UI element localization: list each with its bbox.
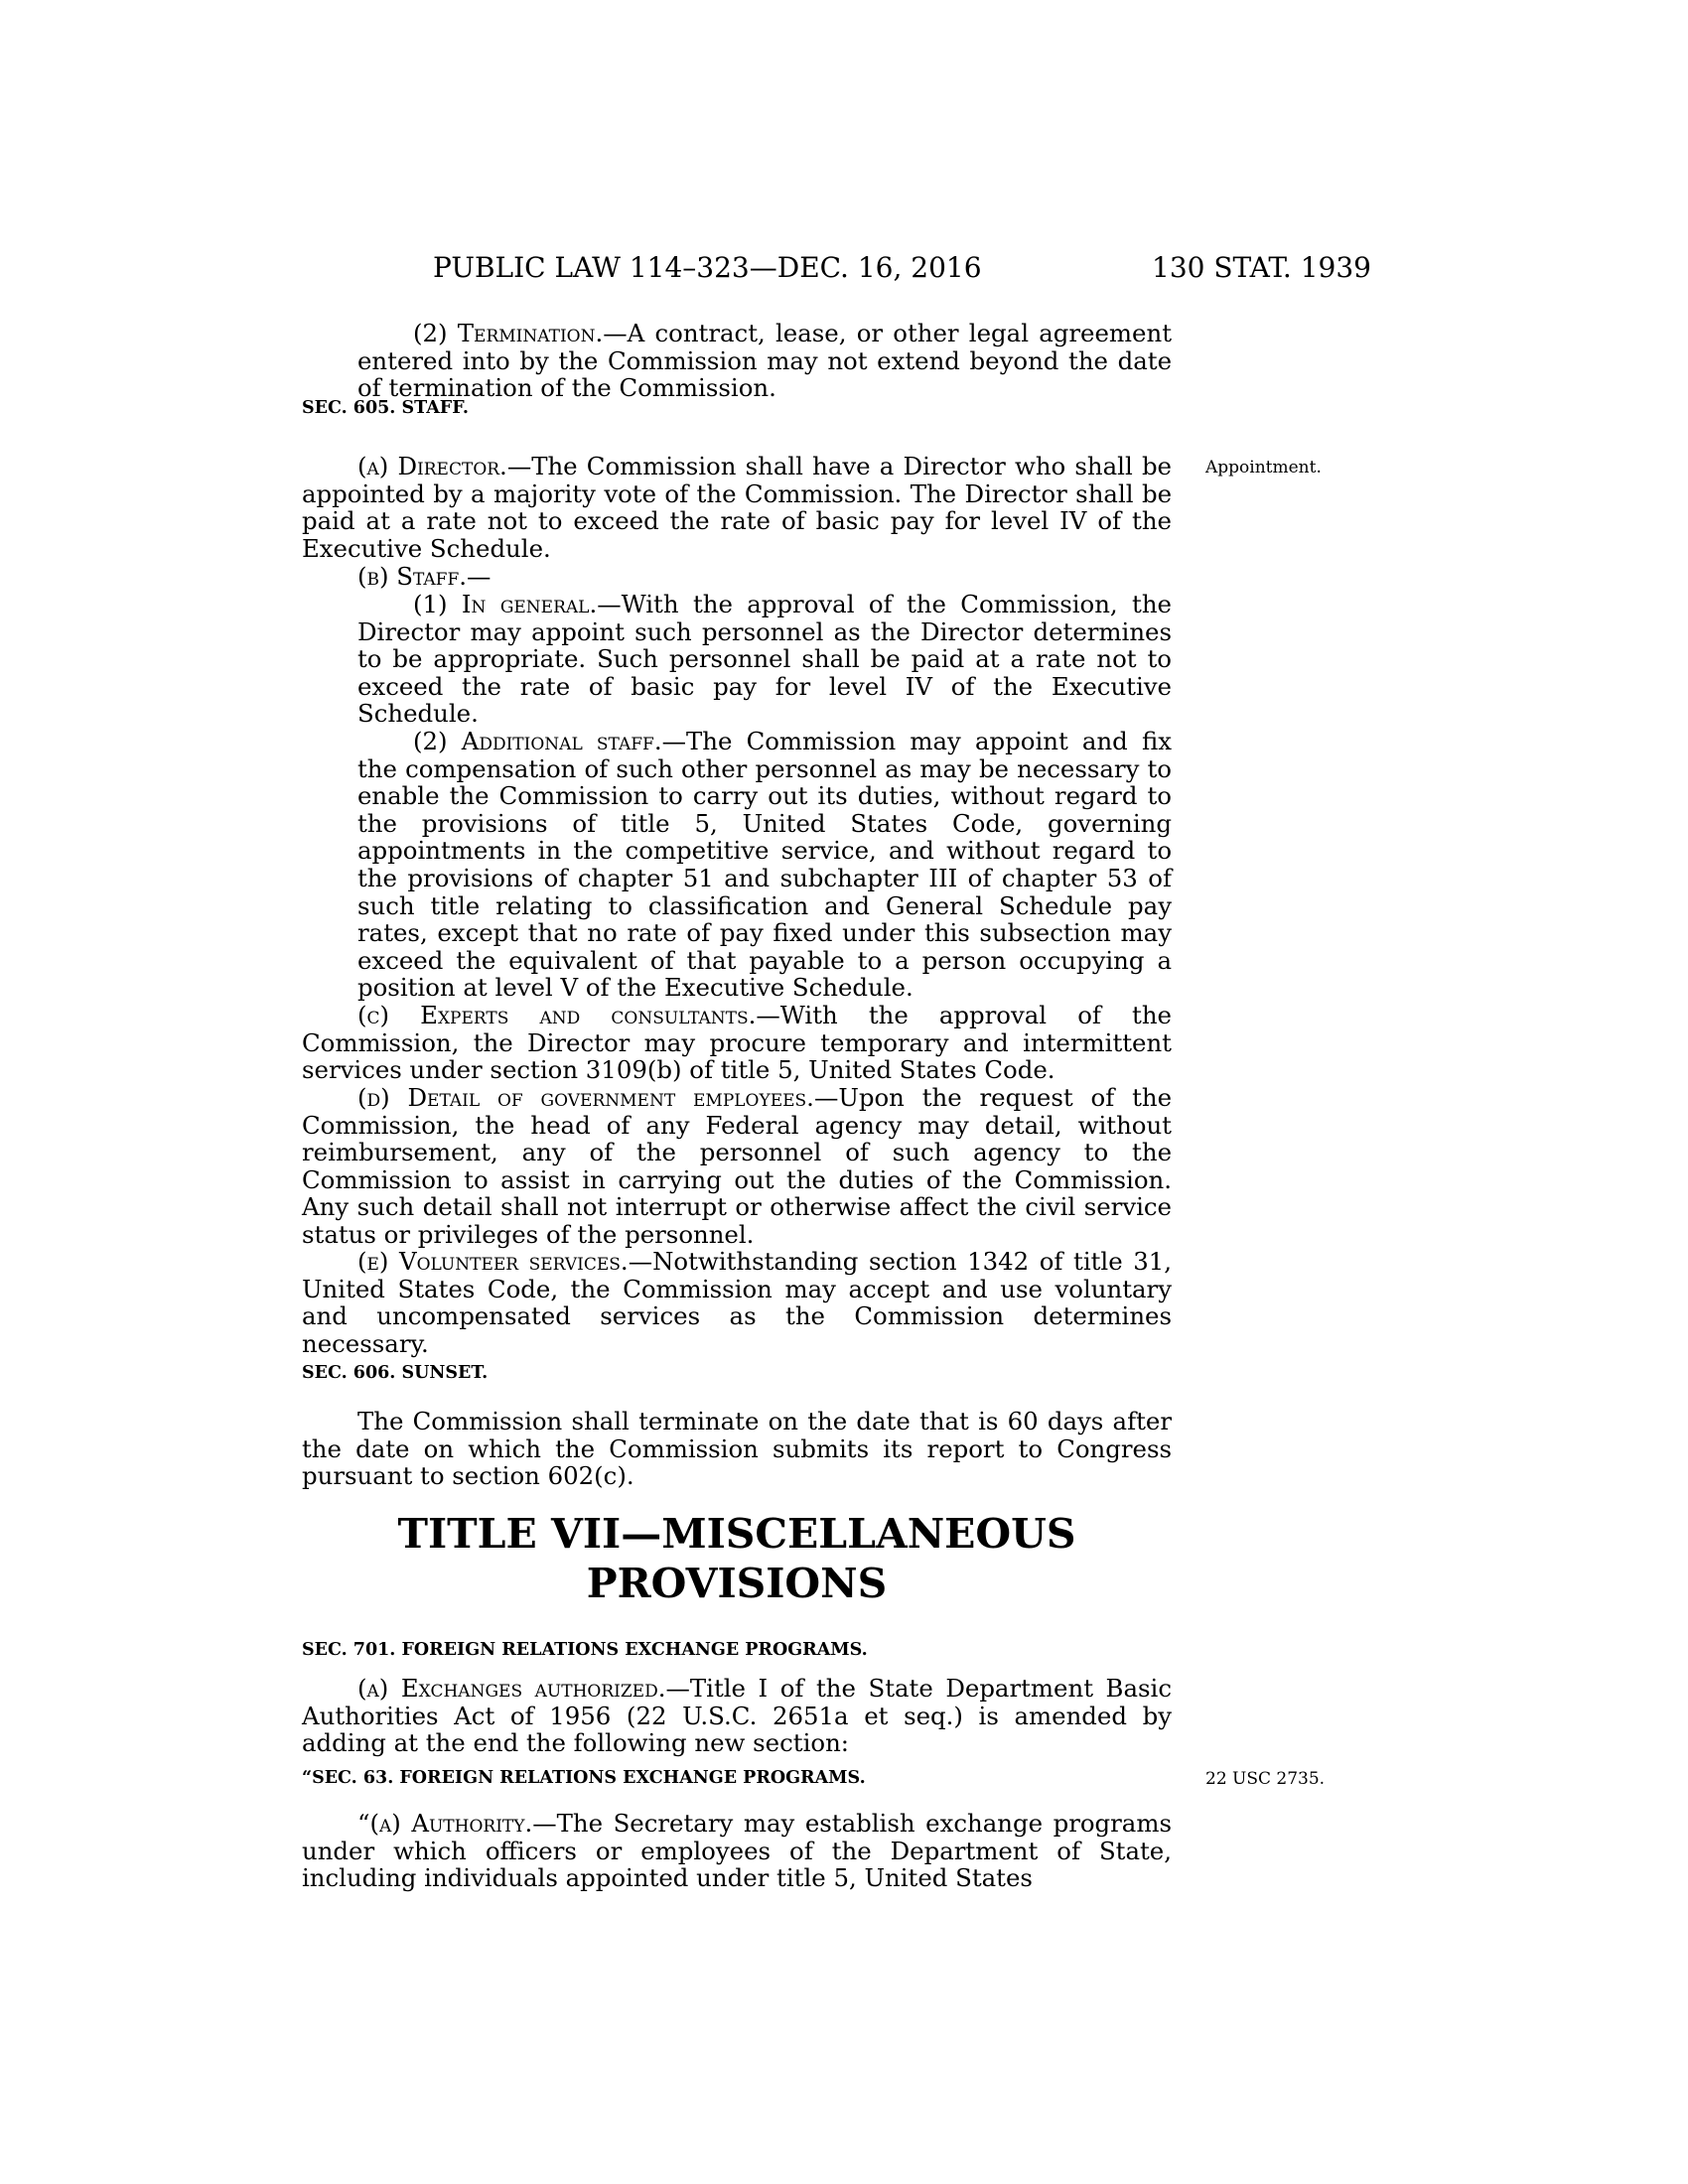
paragraph-termination <box>357 320 1172 402</box>
605-a-text: —The Commission shall have a Director who shall be appointed by a majority vote of the Commission. The Director shall be paid at a rate not to exceed the rate of basic pay for level IV of the Executive Schedule. <box>302 452 1172 563</box>
605-e-label: (e) Volunteer services. <box>357 1247 629 1276</box>
section-606-heading: SEC. 606. SUNSET. <box>302 1363 489 1383</box>
701-a-label: (a) Exchanges authorized. <box>357 1674 666 1703</box>
paragraph-605-a <box>302 453 1172 562</box>
605-b1-label: (1) In general. <box>413 590 598 618</box>
605-b-label: (b) Staff. <box>357 562 468 591</box>
701-a-text: —Title I of the State Department Basic Authorities Act of 1956 (22 U.S.C. 2651a et seq.) is amended by adding at the end the following new section: <box>302 1674 1173 1758</box>
running-header-right: 130 STAT. 1939 <box>1152 251 1371 284</box>
605-b-text: — <box>467 562 492 591</box>
605-e-text: —Notwithstanding section 1342 of title 31, United States Code, the Commission may accept and use voluntary and uncompensated services as the Commission determines necessary. <box>302 1247 1173 1358</box>
63-a-text: —The Secretary may establish exchange programs under which officers or employees of the Department of State, including individuals appointed under title 5, United States <box>302 1809 1172 1893</box>
605-d-label: (d) Detail of government employees. <box>357 1083 814 1112</box>
running-header-left: PUBLIC LAW 114–323—DEC. 16, 2016 <box>433 251 982 284</box>
63-a-label: “(a) Authority. <box>357 1809 533 1838</box>
paragraph-605-b2 <box>357 728 1172 1002</box>
section-63-heading: “SEC. 63. FOREIGN RELATIONS EXCHANGE PROGRAMS. <box>302 1768 866 1788</box>
termination-label: (2) Termination. <box>413 319 604 347</box>
title-vii-line-2: PROVISIONS <box>586 1560 888 1607</box>
605-b2-label: (2) Additional staff. <box>413 727 662 755</box>
margin-note-appointment: Appointment. <box>1205 458 1322 478</box>
termination-text: —A contract, lease, or other legal agreement entered into by the Commission may not extend beyond the date of termination of the Commission. <box>357 319 1172 403</box>
605-a-label: (a) Director. <box>357 452 507 480</box>
title-vii-line-1: TITLE VII—MISCELLANEOUS <box>397 1510 1076 1558</box>
605-d-text: —Upon the request of the Commission, the head of any Federal agency may detail, without reimbursement, any of the personnel of such agency to the Commission to assist in carrying out the duties of the Commission. Any such detail shall not interrupt or otherwise affect the civil service status or privileges of the personnel. <box>302 1083 1173 1249</box>
section-605-heading: SEC. 605. STAFF. <box>302 398 469 418</box>
paragraph-63-a <box>302 1810 1172 1892</box>
paragraph-605-c <box>302 1002 1172 1084</box>
paragraph-605-b <box>302 563 1172 591</box>
title-vii-heading <box>302 1509 1172 1608</box>
605-b1-text: —With the approval of the Commission, the Director may appoint such personnel as the Director determines to be appropriate. Such personnel shall be paid at a rate not to exceed the rate of basic pay for level IV of the Executive Schedule. <box>357 590 1172 729</box>
paragraph-605-b1 <box>357 591 1172 728</box>
605-c-text: —With the approval of the Commission, the Director may procure temporary and intermittent services under section 3109(b) of title 5, United States Code. <box>302 1001 1172 1085</box>
margin-note-usc: 22 USC 2735. <box>1205 1769 1326 1789</box>
605-b2-text: —The Commission may appoint and fix the compensation of such other personnel as may be necessary to enable the Commission to carry out its duties, without regard to the provisions of title 5, United States Code, governing appointments in the competitive service, and without regard to the provisions of chapter 51 and subchapter III of chapter 53 of such title relating to classification and General Schedule pay rates, except that no rate of pay fixed under this subsection may exceed the equivalent of that payable to a person occupying a position at level V of the Executive Schedule. <box>357 727 1172 1003</box>
paragraph-605-e <box>302 1248 1172 1357</box>
section-701-heading: SEC. 701. FOREIGN RELATIONS EXCHANGE PROGRAMS. <box>302 1640 868 1660</box>
paragraph-701-a <box>302 1675 1172 1757</box>
paragraph-606: The Commission shall terminate on the date that is 60 days after the date on which the Commission submits its report to Congress pursuant to section 602(c). <box>302 1407 1172 1491</box>
paragraph-605-d <box>302 1084 1172 1249</box>
605-c-label: (c) Experts and consultants. <box>357 1001 757 1029</box>
